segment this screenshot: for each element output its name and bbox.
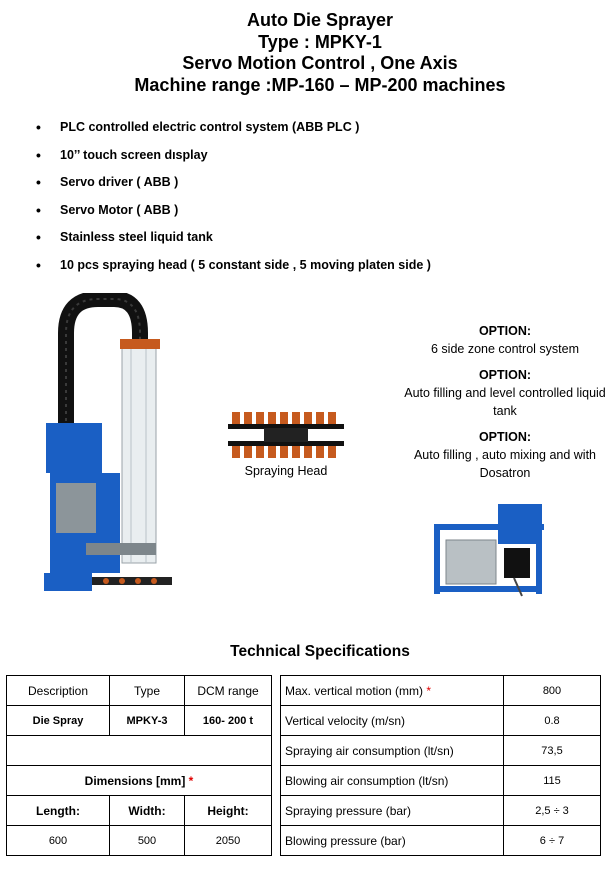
- die-sprayer-machine-image: [36, 293, 186, 605]
- header-type: Type: [110, 676, 185, 706]
- spec-label: Vertical velocity (m/sn): [281, 706, 504, 736]
- spraying-head-caption: Spraying Head: [244, 464, 328, 478]
- table-row: [281, 826, 601, 856]
- dosatron-unit-image: [428, 500, 552, 600]
- empty-cell: [7, 736, 272, 766]
- spec-table-left: [6, 675, 272, 856]
- option-heading: OPTION:: [478, 324, 532, 338]
- table-row: [281, 706, 601, 736]
- feature-item: • Stainless steel liquid tank: [36, 229, 213, 246]
- product-title: Auto Die Sprayer: [246, 10, 394, 30]
- document-header: [0, 10, 613, 96]
- bullet-icon: •: [36, 256, 41, 273]
- product-type: Type : MPKY-1: [258, 31, 382, 52]
- spec-value: 2,5 ÷ 3: [504, 796, 601, 826]
- table-row: [7, 766, 272, 796]
- spec-title: Technical Specifications: [230, 643, 410, 660]
- option-heading: OPTION:: [478, 368, 532, 382]
- spec-table-right: [280, 675, 601, 856]
- cell-height: 2050: [185, 826, 272, 856]
- feature-item: • 10’’ touch screen dısplay: [36, 146, 208, 163]
- table-row: [7, 796, 272, 826]
- table-row: [7, 676, 272, 706]
- spraying-head-image: [224, 408, 348, 464]
- product-control: Servo Motion Control , One Axis: [182, 53, 458, 73]
- option-block: [385, 428, 613, 482]
- table-row: [281, 676, 601, 706]
- spec-value: 73,5: [504, 736, 601, 766]
- cell-width: 500: [110, 826, 185, 856]
- spec-label: Spraying air consumption (lt/sn): [281, 736, 504, 766]
- feature-item: • PLC controlled electric control system (ABB PLC ): [36, 119, 360, 135]
- header-width: Width:: [110, 796, 185, 826]
- feature-item: • 10 pcs spraying head ( 5 constant side , 5 moving platen side ): [36, 256, 431, 273]
- feature-item: • Servo driver ( ABB ): [36, 174, 179, 191]
- option-text: 6 side zone control system: [431, 342, 579, 356]
- header-description: Description: [7, 676, 110, 706]
- option-text: Auto filling and level controlled liquid tank: [404, 386, 606, 418]
- bullet-icon: •: [36, 174, 41, 191]
- option-block: [385, 322, 613, 358]
- spec-value: 115: [504, 766, 601, 796]
- cell-length: 600: [7, 826, 110, 856]
- feature-item: • Servo Motor ( ABB ): [36, 201, 179, 218]
- dimensions-label-cell: Dimensions [mm] *: [7, 766, 272, 796]
- option-text: Auto filling , auto mixing and with Dosatron: [413, 448, 597, 480]
- cell-description: Die Spray: [7, 706, 110, 736]
- spec-value: 800: [504, 676, 601, 706]
- required-star: *: [426, 683, 432, 698]
- header-height: Height:: [185, 796, 272, 826]
- bullet-icon: •: [36, 146, 41, 163]
- table-row: [281, 766, 601, 796]
- machine-range: Machine range :MP-160 – MP-200 machines: [134, 74, 506, 95]
- spec-value: 0.8: [504, 706, 601, 736]
- header-dcm-range: DCM range: [185, 676, 272, 706]
- required-star: *: [188, 773, 194, 788]
- table-row: [281, 796, 601, 826]
- spec-label: Blowing pressure (bar): [281, 826, 504, 856]
- spec-label: Spraying pressure (bar): [281, 796, 504, 826]
- table-row: [281, 736, 601, 766]
- feature-list: [36, 118, 431, 284]
- option-heading: OPTION:: [478, 430, 532, 444]
- table-row: [7, 736, 272, 766]
- bullet-icon: •: [36, 119, 41, 135]
- table-row: [7, 706, 272, 736]
- table-row: [7, 826, 272, 856]
- bullet-icon: •: [36, 201, 41, 218]
- bullet-icon: •: [36, 229, 41, 246]
- cell-dcm: 160- 200 t: [185, 706, 272, 736]
- spec-label: Max. vertical motion (mm) *: [281, 676, 504, 706]
- cell-type: MPKY-3: [110, 706, 185, 736]
- option-block: [385, 366, 613, 420]
- spec-value: 6 ÷ 7: [504, 826, 601, 856]
- spec-label: Blowing air consumption (lt/sn): [281, 766, 504, 796]
- header-length: Length:: [7, 796, 110, 826]
